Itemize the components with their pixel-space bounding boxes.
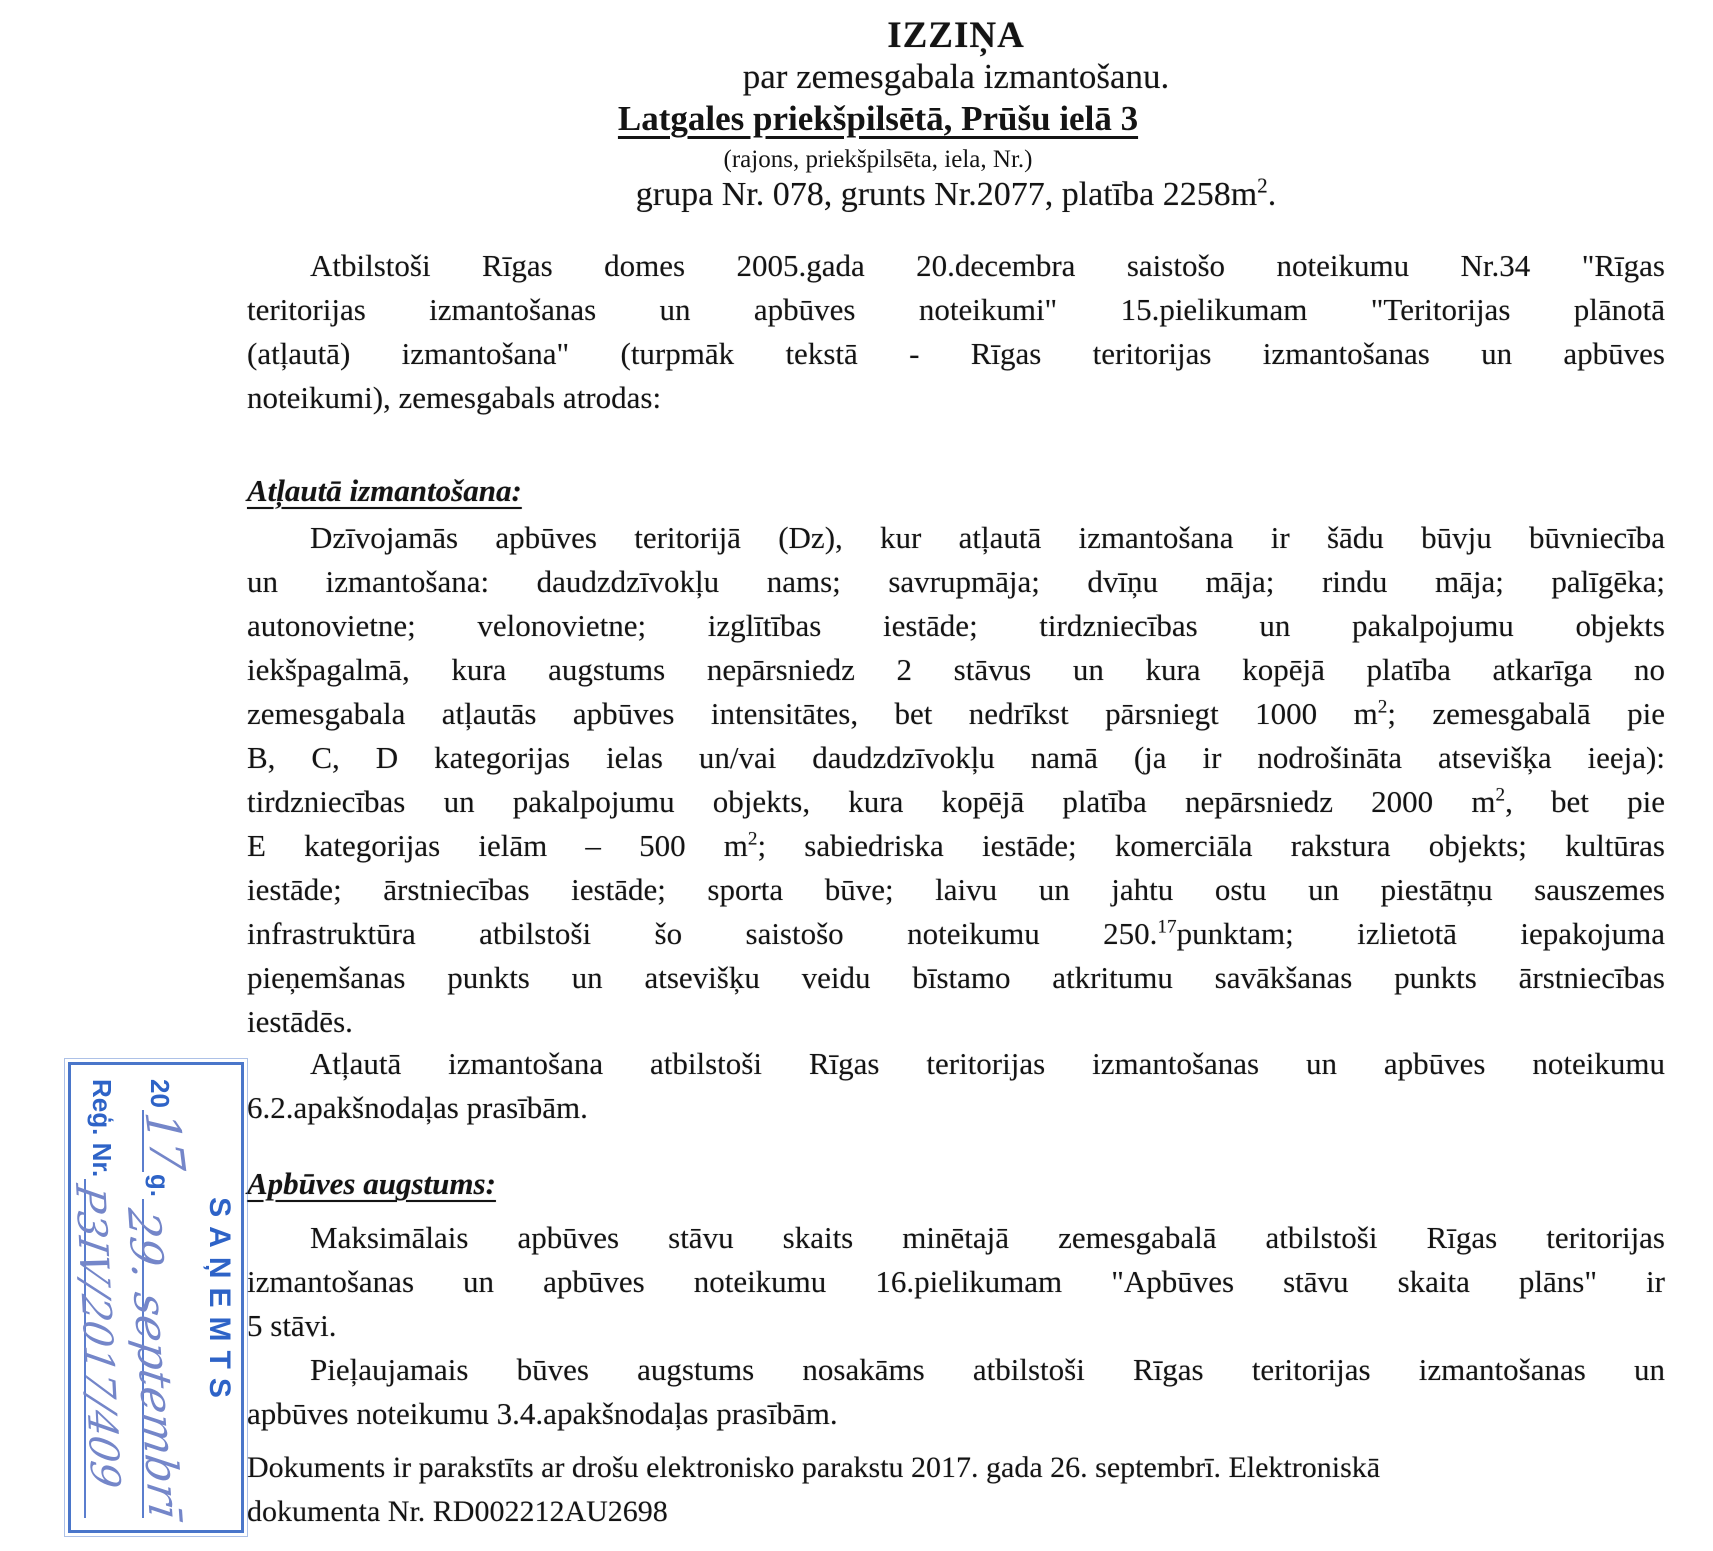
- text-line: teritorijas izmantošanas un apbūves noteikumi" 15.pielikumam "Teritorijas plānotā: [247, 292, 1665, 327]
- stamp-year-suffix: g.: [145, 1173, 175, 1198]
- text-line: un izmantošana: daudzdzīvokļu nams; savrupmāja; dvīņu māja; rindu māja; palīgēka;: [247, 564, 1665, 599]
- text-line: tirdzniecības un pakalpojumu objekts, kura kopējā platība nepārsniedz 2000 $m^2$, bet pie: [247, 784, 1665, 819]
- text-line: Atļautā izmantošana atbilstoši Rīgas teritorijas izmantošanas un apbūves noteikumu: [310, 1046, 1665, 1081]
- handwritten-year: 17: [134, 1110, 196, 1172]
- text-line: E kategorijas ielām – 500 $m^2$; sabiedriska iestāde; komerciāla rakstura objekts; kultūras: [247, 828, 1665, 863]
- text-line: iekšpagalmā, kura augstums nepārsniedz 2 stāvus un kura kopējā platība atkarīga no: [247, 652, 1665, 687]
- text-line: B, C, D kategorijas ielas un/vai daudzdzīvokļu namā (ja ir nodrošināta atsevišķa ieeja):: [247, 740, 1665, 775]
- text-line: iestādēs.: [247, 1004, 353, 1039]
- document-title: IZZIŅA: [887, 15, 1025, 56]
- paragraph-permitted-use-reference: [247, 1042, 1665, 1130]
- text-line: 5 stāvi.: [247, 1308, 337, 1343]
- text-line: Atbilstoši Rīgas domes 2005.gada 20.decembra saistošo noteikumu Nr.34 "Rīgas: [310, 248, 1665, 283]
- plot-info-line: grupa Nr. 078, grunts Nr.2077, platība $2258m^2$.: [635, 173, 1277, 213]
- stamp-year-prefix: 20: [145, 1079, 175, 1108]
- handwritten-reg-number: P3IV/2017/409: [65, 1181, 129, 1491]
- stamp-received-label: SAŅEMTS: [203, 1197, 236, 1407]
- address-line: [247, 99, 1665, 139]
- handwritten-date: 29. septembrī: [116, 1205, 191, 1522]
- stamp-reg-blank: [65, 1179, 140, 1518]
- address-text: Latgales priekšpilsētā, Prūšu ielā 3: [617, 99, 1139, 138]
- text-line: autonovietne; velonovietne; izglītības iestāde; tirdzniecības un pakalpojumu objekts: [247, 608, 1665, 643]
- text-line: apbūves noteikumu 3.4.apakšnodaļas prasībām.: [247, 1396, 838, 1431]
- stamp-registration-line: [65, 1065, 138, 1530]
- superscript: 2: [747, 828, 758, 850]
- stamp-reg-label: Reģ. Nr.: [87, 1079, 117, 1178]
- superscript: 2: [1377, 696, 1388, 718]
- text-line: iestāde; ārstniecības iestāde; sporta būve; laivu un jahtu ostu un piestātņu sauszemes: [247, 872, 1665, 907]
- text-line: pieņemšanas punkts un atsevišķu veidu bīstamo atkritumu savākšanas punkts ārstniecības: [247, 960, 1665, 995]
- text-line: Maksimālais apbūves stāvu skaits minētajā zemesgabalā atbilstoši Rīgas teritorijas: [310, 1220, 1665, 1255]
- document-subtitle: par zemesgabala izmantošanu.: [742, 57, 1170, 96]
- text-line: noteikumi), zemesgabals atrodas:: [247, 380, 662, 415]
- text-line: izmantošanas un apbūves noteikumu 16.pielikumam "Apbūves stāvu skaita plāns" ir: [247, 1264, 1665, 1299]
- section-heading-permitted-use: Atļautā izmantošana:: [247, 473, 522, 508]
- paragraph-max-storeys: [247, 1216, 1665, 1348]
- text-line: Pieļaujamais būves augstums nosakāms atbilstoši Rīgas teritorijas izmantošanas un: [310, 1352, 1665, 1387]
- paragraph-building-height-reference: [247, 1348, 1665, 1436]
- stamp-date-blank: [116, 1199, 200, 1522]
- superscript: 2: [1495, 784, 1506, 806]
- stamp-date-line: [116, 1065, 198, 1530]
- received-stamp: [65, 1062, 244, 1533]
- text-line: (atļautā) izmantošana" (turpmāk tekstā - Rīgas teritorijas izmantošanas un apbūves: [247, 336, 1665, 371]
- superscript: 2: [1257, 173, 1268, 198]
- address-note: (rajons, priekšpilsēta, iela, Nr.): [723, 146, 1033, 173]
- text-line: zemesgabala atļautās apbūves intensitātes, bet nedrīkst pārsniegt 1000 $m^2$; zemesgabalā pie: [247, 696, 1665, 731]
- electronic-signature-note: [247, 1446, 1665, 1534]
- text-line: dokumenta Nr. RD002212AU2698: [247, 1495, 668, 1528]
- text-line: Dzīvojamās apbūves teritorijā (Dz), kur atļautā izmantošana ir šādu būvju būvniecība: [310, 520, 1665, 555]
- section-heading-building-height: Apbūves augstums:: [247, 1166, 496, 1201]
- paragraph-permitted-use: [247, 516, 1665, 1044]
- text-line: Dokuments ir parakstīts ar drošu elektronisko parakstu 2017. gada 26. septembrī. Elektroniskā: [247, 1451, 1381, 1484]
- text-line: 6.2.apakšnodaļas prasībām.: [247, 1090, 588, 1125]
- stamp-year-blank: [134, 1110, 200, 1172]
- paragraph-regulations-intro: [247, 244, 1665, 420]
- superscript: 17: [1157, 916, 1177, 938]
- text-line: infrastruktūra atbilstoši šo saistošo noteikumu 250.17punktam; izlietotā iepakojuma: [247, 916, 1665, 951]
